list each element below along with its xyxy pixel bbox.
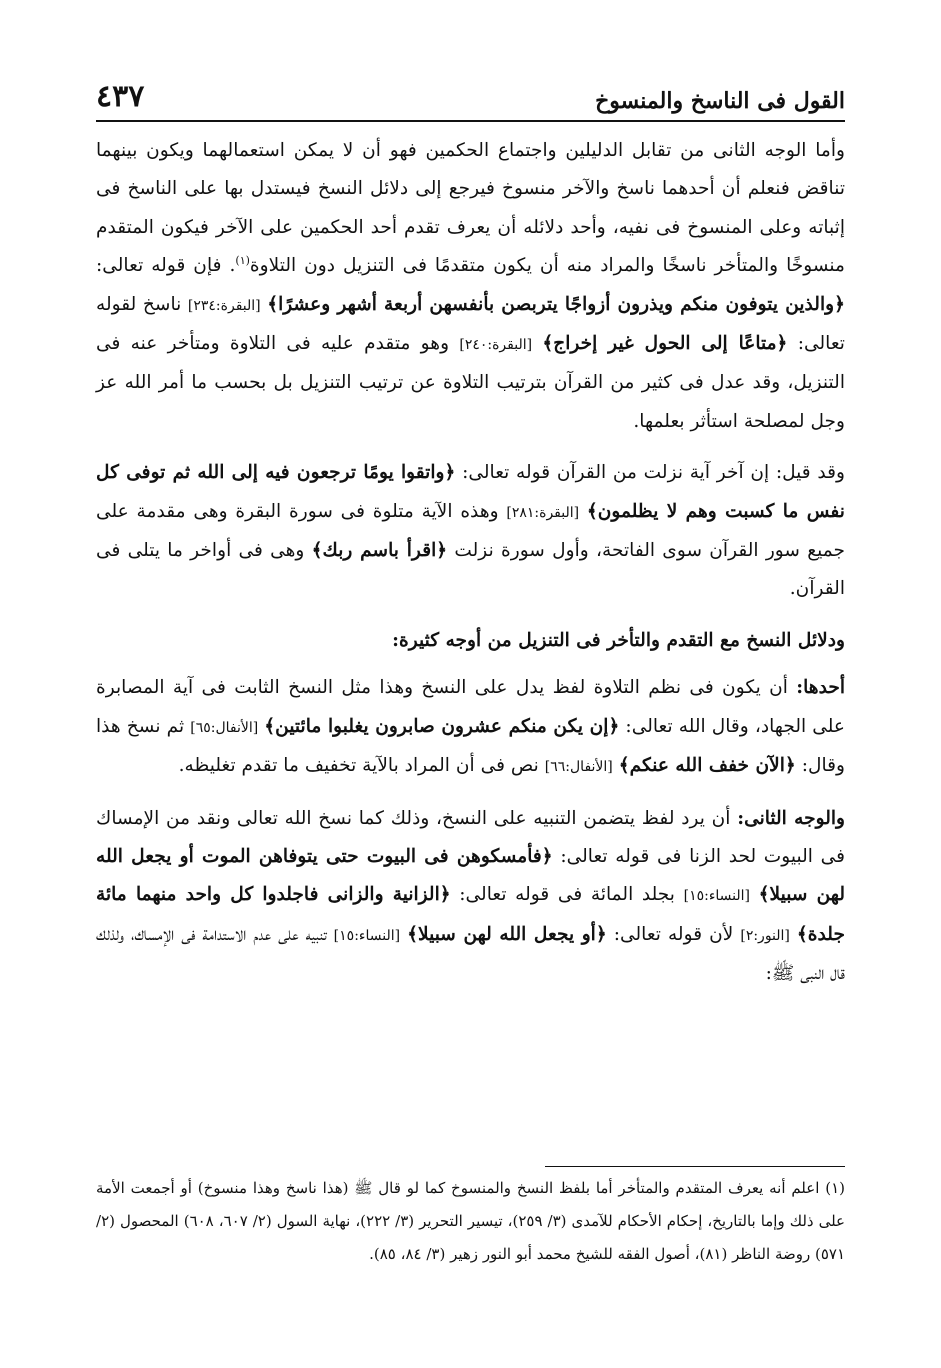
text-run: بجلد المائة فى قوله تعالى: bbox=[450, 884, 684, 906]
verse-reference: [الأنفال:٦٦] bbox=[544, 759, 613, 776]
quran-verse: ﴿متاعًا إلى الحول غير إخراج﴾ bbox=[542, 333, 788, 355]
quran-verse: ﴿والذين يتوفون منكم ويذرون أزواجًا يتربصن بأنفسهن أربعة أشهر وعشرًا﴾ bbox=[267, 293, 845, 315]
text-run: ثم نسخ هذا وقال: bbox=[96, 715, 845, 777]
footnote-divider bbox=[545, 1166, 845, 1167]
paragraph-label: والوجه الثانى: bbox=[737, 807, 846, 829]
paragraph-4 bbox=[96, 800, 845, 994]
verse-reference: [النور:٢] bbox=[740, 927, 790, 944]
footnote-marker: (١) bbox=[235, 254, 250, 268]
verse-reference: [البقرة:٢٣٤] bbox=[187, 297, 261, 314]
text-run: وهذه الآية متلوة فى سورة البقرة وهى مقدمة على جميع سور القرآن سوى الفاتحة، وأول سورة نزلت bbox=[96, 500, 845, 562]
verse-reference: [النساء:١٥] bbox=[683, 888, 751, 905]
footnote-1: (١) اعلم أنه يعرف المتقدم والمتأخر أما بلفظ النسخ والمنسوخ كما لو قال ﷺ (هذا ناسخ وهذا منسوخ) أو أجمعت الأمة على ذلك وإما بالتاريخ، إحكام الأحكام للآمدى (٣/ ٢٥٩)، تيسير التحرير (٣/ ٢٢٢)، نهاية السول (٢/ ٦٠٧، ٦٠٨) المحصول (٢/ ٥٧١) روضة الناظر (٨١)، أصول الفقه للشيخ محمد أبو النور زهير (٣/ ٨٤، ٨٥). bbox=[96, 1179, 845, 1263]
text-run: أن يكون فى نظم التلاوة لفظ يدل على النسخ وهذا مثل النسخ الثابت فى آية المصابرة على الجهاد، وقال الله تعالى: bbox=[96, 677, 845, 737]
text-run: وهى فى أواخر ما يتلى فى القرآن. bbox=[96, 540, 845, 600]
page-header bbox=[96, 79, 845, 122]
text-run: تنبيه على عدم الاستدامة فى الإمساك، ولذلك قال النبى ﷺ: bbox=[96, 923, 845, 985]
text-run: وهو متقدم عليه فى التلاوة ومتأخر عنه فى التنزيل، وقد عدل فى كثير من القرآن بترتيب التلاوة عن ترتيب التنزيل بل بحسب ما أمر الله عز وجل لمصلحة استأثر بعلمها. bbox=[96, 333, 845, 432]
quran-verse: ﴿واتقوا يومًا ترجعون فيه إلى الله ثم توفى كل نفس ما كسبت وهم لا يظلمون﴾ bbox=[96, 462, 845, 522]
verse-reference: [النساء:١٥] bbox=[333, 927, 401, 944]
paragraph-2 bbox=[96, 454, 845, 609]
quran-verse: ﴿فأمسكوهن فى البيوت حتى يتوفاهن الموت أو يجعل الله لهن سبيلا﴾ bbox=[96, 845, 845, 906]
running-title: القول فى الناسخ والمنسوخ bbox=[595, 88, 845, 114]
paragraph-label: أحدها: bbox=[796, 677, 845, 699]
quran-verse: ﴿أو يجعل الله لهن سبيلا﴾ bbox=[407, 923, 607, 945]
quran-verse: ﴿الزانية والزانى فاجلدوا كل واحد منهما مائة جلدة﴾ bbox=[96, 884, 845, 945]
quran-verse: ﴿إن يكن منكم عشرون صابرون يغلبوا مائتين﴾ bbox=[264, 715, 620, 737]
verse-reference: [الأنفال:٦٥] bbox=[190, 719, 259, 736]
text-run: أن يرد لفظ يتضمن التنبيه على النسخ، وذلك كما نسخ الله تعالى ونقد من الإمساك فى البيوت لحد الزنا فى قوله تعالى: bbox=[96, 807, 845, 867]
page-number: ٤٣٧ bbox=[96, 79, 145, 114]
text-run: وقد قيل: إن آخر آية نزلت من القرآن قوله تعالى: bbox=[455, 462, 845, 484]
text-run: نص فى أن المراد بالآية تخفيف ما تقدم تغليظه. bbox=[178, 755, 545, 777]
paragraph-1 bbox=[96, 132, 845, 441]
text-run: لأن قوله تعالى: bbox=[606, 923, 741, 945]
quran-verse: ﴿اقرأ باسم ربك﴾ bbox=[311, 540, 448, 562]
text-run: . فإن قوله تعالى: bbox=[96, 255, 236, 277]
footnotes bbox=[96, 1172, 845, 1271]
main-text bbox=[96, 132, 845, 1007]
section-heading: ودلائل النسخ مع التقدم والتأخر فى التنزيل من أوجه كثيرة: bbox=[392, 629, 845, 651]
paragraph-3 bbox=[96, 669, 845, 786]
quran-verse: ﴿الآن خفف الله عنكم﴾ bbox=[618, 755, 796, 777]
verse-reference: [البقرة:٢٤٠] bbox=[459, 337, 533, 354]
text-run: ناسخ لقوله تعالى: bbox=[96, 293, 845, 355]
verse-reference: [البقرة:٢٨١] bbox=[506, 504, 580, 521]
text-run: وأما الوجه الثانى من تقابل الدليلين واجتماع الحكمين فهو أن لا يمكن استعمالهما ويكون بينهما تناقض فنعلم أن أحدهما ناسخ والآخر منسوخ فيرجع إلى دلائل النسخ فيستدل بها على الناسخ فى إثباته وعلى المنسوخ فى نفيه، وأحد دلائله أن يعرف تقدم أحد الحكمين على الآخر فيكون المتقدم منسوخًا والمتأخر ناسخًا والمراد منه أن يكون متقدمًا فى التنزيل دون التلاوة bbox=[96, 140, 846, 277]
